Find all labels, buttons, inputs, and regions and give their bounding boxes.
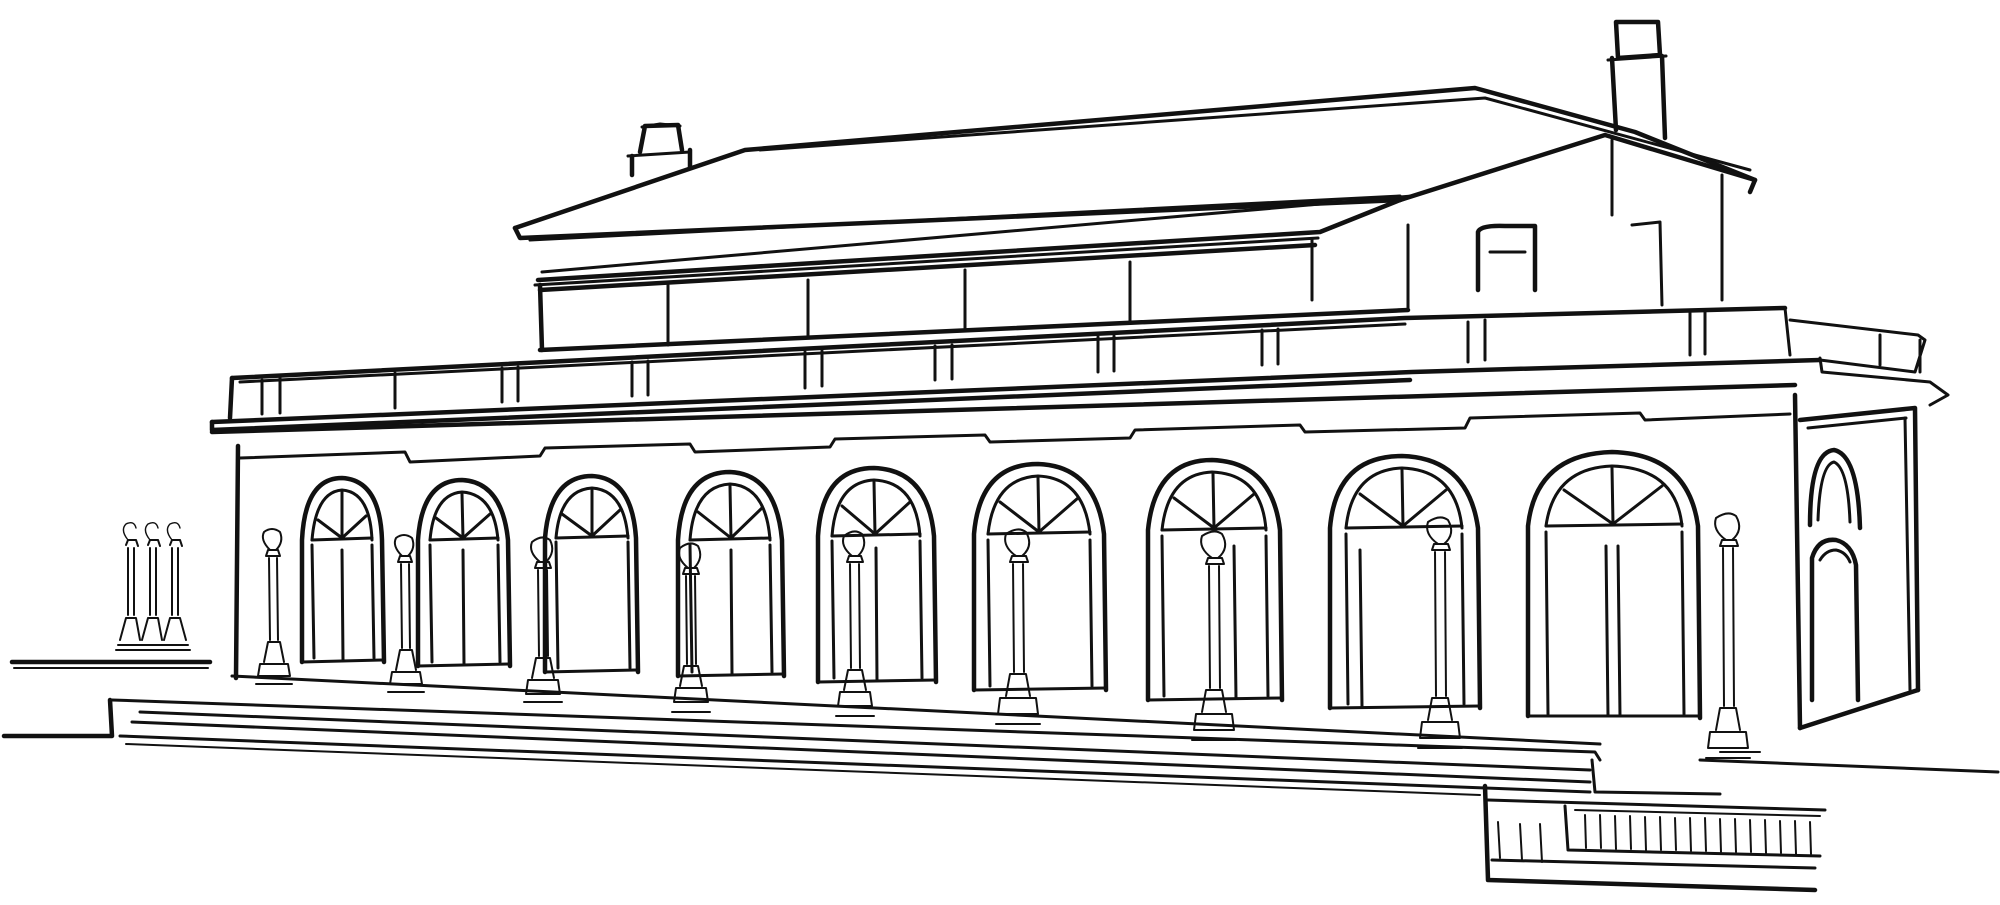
lamp-post-1 [256, 529, 292, 684]
arch-3 [545, 476, 638, 672]
lamp-post-7 [1192, 531, 1236, 740]
arch-1 [302, 478, 384, 662]
arch-5 [818, 468, 936, 682]
chimney-left [628, 124, 690, 175]
lamp-post-5 [836, 531, 874, 716]
arch-6 [974, 464, 1106, 690]
lamp-post-6 [996, 529, 1040, 724]
arcade [302, 452, 1700, 718]
railing-bars [1585, 815, 1811, 854]
upper-storey [540, 222, 1662, 350]
front-railing-wall [1485, 786, 1825, 890]
arch-9 [1528, 452, 1700, 718]
lamp-post-cluster [116, 523, 190, 650]
chimney-right [1608, 22, 1666, 138]
arch-2 [418, 480, 510, 666]
side-arch [1810, 450, 1860, 700]
upper-roof [515, 88, 1755, 350]
arch-8 [1330, 456, 1480, 708]
arch-7 [1148, 460, 1282, 700]
lamp-post-9 [1706, 513, 1750, 758]
lamp-post-8 [1418, 517, 1462, 748]
facade-frieze [212, 385, 1918, 728]
